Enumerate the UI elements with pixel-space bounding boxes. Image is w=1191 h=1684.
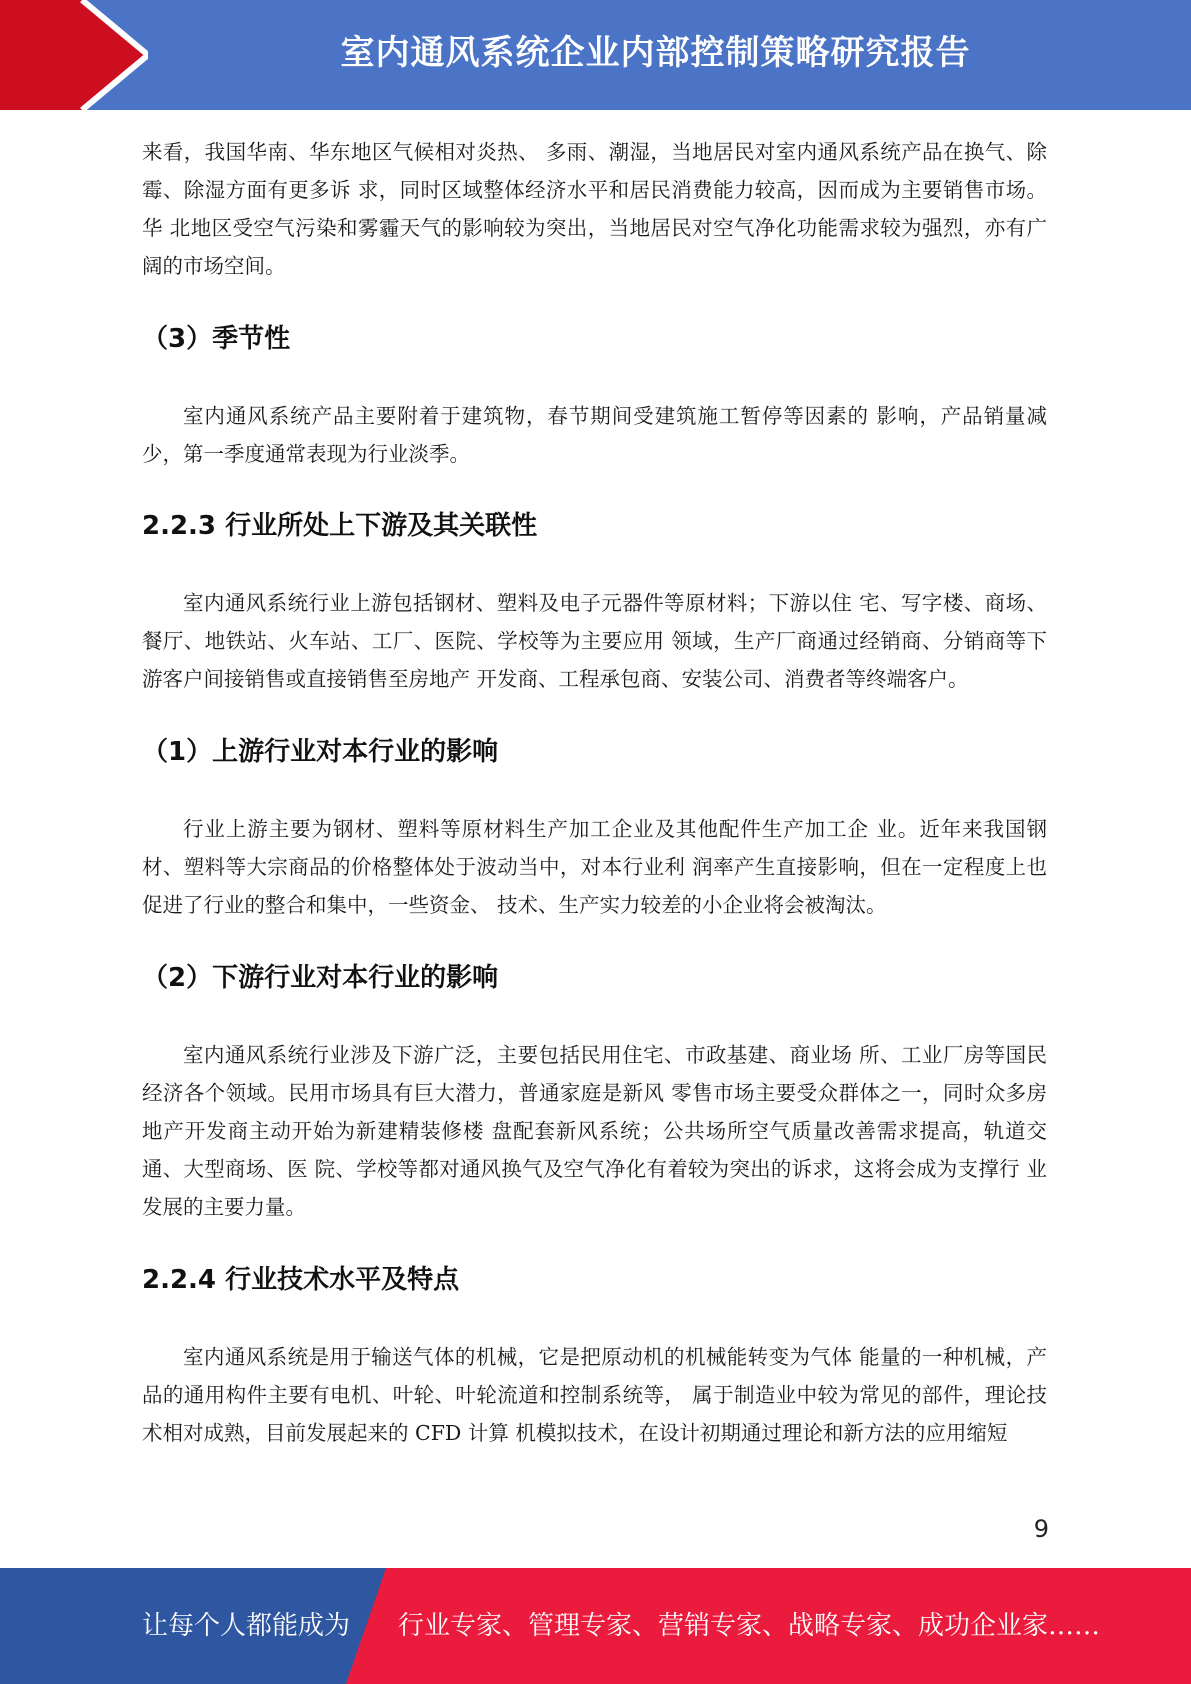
section-heading-2-2-3: 2.2.3 行业所处上下游及其关联性 xyxy=(142,511,538,541)
upstream-downstream-paragraph: 室内通风系统行业上游包括钢材、塑料及电子元器件等原材料；下游以住 宅、写字楼、商场、餐厅、地铁站、火车站、工厂、医院、学校等为主要应用 领域，生产厂商通过经销商、分销商等下游客户间接销售或直接销售至房地产 开发商、工程承包商、安装公司、消费者等终端客户。 xyxy=(142,591,1047,691)
page-header xyxy=(0,0,1191,110)
main-content xyxy=(142,133,1047,1452)
intro-paragraph: 来看，我国华南、华东地区气候相对炎热、 多雨、潮湿，当地居民对室内通风系统产品在换气、除霉、除湿方面有更多诉 求，同时区域整体经济水平和居民消费能力较高，因而成为主要销售市场。华 北地区受空气污染和雾霾天气的影响较为突出，当地居民对空气净化功能需求较为强烈，亦有广阔的市场空间。 xyxy=(142,140,1047,278)
header-title: 室内通风系统企业内部控制策略研究报告 xyxy=(340,33,971,73)
technology-paragraph: 室内通风系统是用于输送气体的机械，它是把原动机的机械能转变为气体 能量的一种机械，产品的通用构件主要有电机、叶轮、叶轮流道和控制系统等， 属于制造业中较为常见的部件，理论技术相对成熟，目前发展起来的 CFD 计算 机模拟技术，在设计初期通过理论和新方法的应用缩短 xyxy=(142,1345,1047,1445)
page-number: 9 xyxy=(1033,1515,1049,1543)
page-footer xyxy=(0,1568,1191,1684)
section-heading-seasonal: （3）季节性 xyxy=(142,324,291,354)
seasonal-paragraph: 室内通风系统产品主要附着于建筑物，春节期间受建筑施工暂停等因素的 影响，产品销量减少，第一季度通常表现为行业淡季。 xyxy=(142,404,1047,466)
section-heading-downstream: （2）下游行业对本行业的影响 xyxy=(142,963,499,993)
section-heading-upstream: （1）上游行业对本行业的影响 xyxy=(142,737,499,767)
section-heading-2-2-4: 2.2.4 行业技术水平及特点 xyxy=(142,1265,460,1295)
footer-slogan-left: 让每个人都能成为 xyxy=(142,1611,351,1641)
footer-slogan-right: 行业专家、管理专家、营销专家、战略专家、成功企业家…… xyxy=(398,1611,1101,1641)
downstream-paragraph: 室内通风系统行业涉及下游广泛，主要包括民用住宅、市政基建、商业场 所、工业厂房等国民经济各个领域。民用市场具有巨大潜力，普通家庭是新风 零售市场主要受众群体之一，同时众多房地产开发商主动开始为新建精装修楼 盘配套新风系统；公共场所空气质量改善需求提高，轨道交通、大型商场、医 院、学校等都对通风换气及空气净化有着较为突出的诉求，这将会成为支撑行 业发展的主要力量。 xyxy=(142,1043,1047,1219)
upstream-paragraph: 行业上游主要为钢材、塑料等原材料生产加工企业及其他配件生产加工企 业。近年来我国钢材、塑料等大宗商品的价格整体处于波动当中，对本行业利 润率产生直接影响，但在一定程度上也促进了行业的整合和集中，一些资金、 技术、生产实力较差的小企业将会被淘汰。 xyxy=(142,817,1047,917)
